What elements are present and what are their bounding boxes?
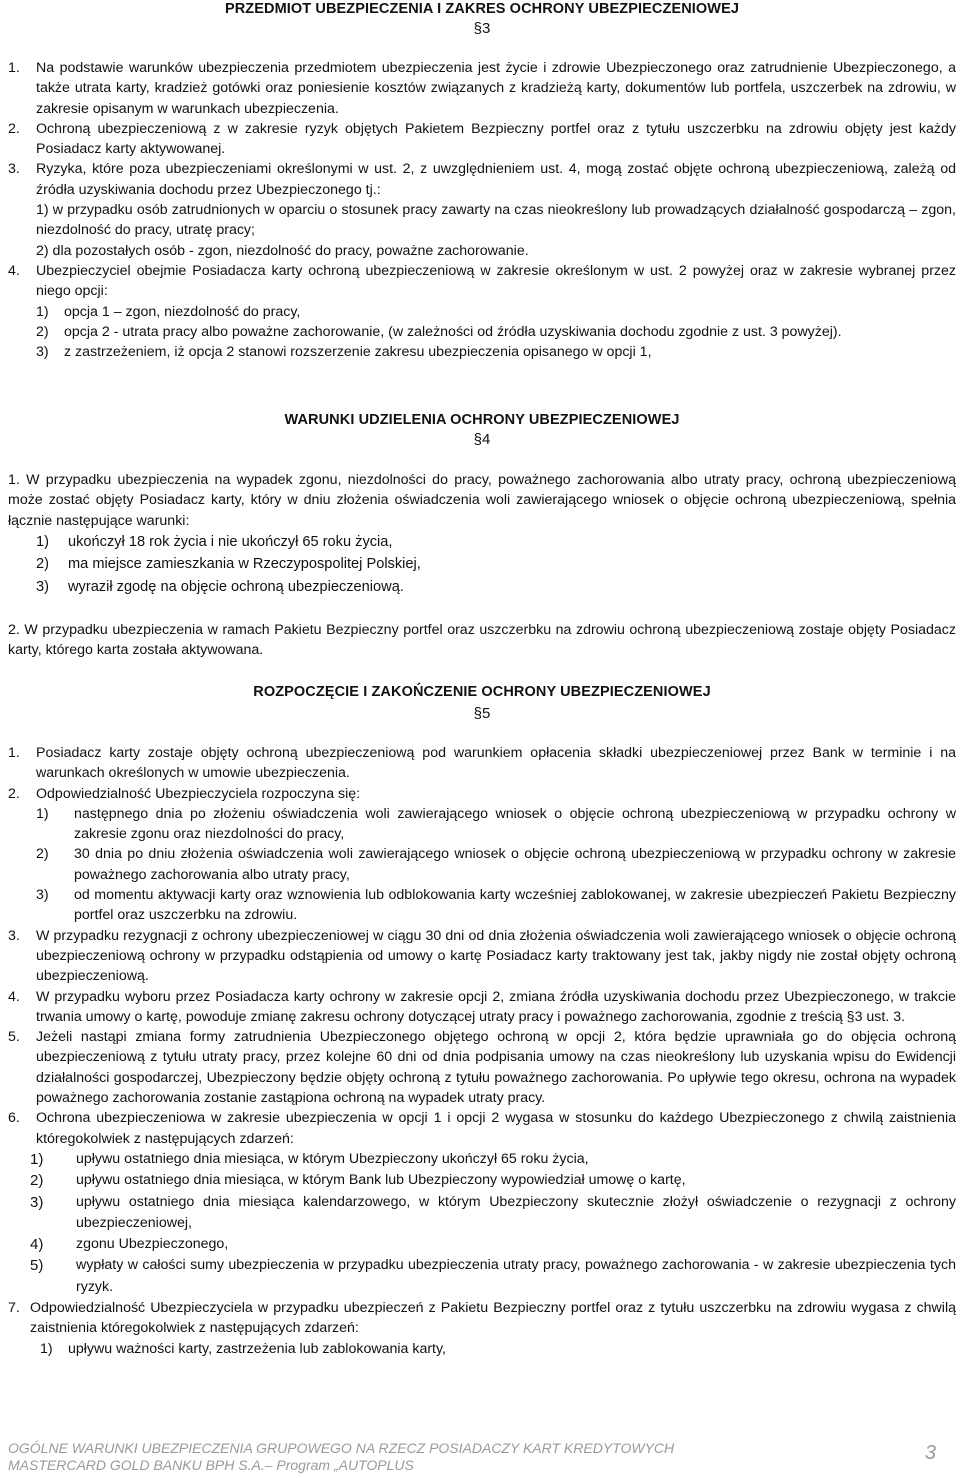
- s5-item-2-sub-1-num: 1): [36, 805, 49, 822]
- s4-condition-1-text: ukończył 18 rok życia i nie ukończył 65 roku życia,: [68, 533, 393, 550]
- s5-item-6: [8, 1108, 956, 1149]
- s3-item-3: [8, 159, 956, 200]
- s5-item-6-sub-3-text: upływu ostatniego dnia miesiąca kalendarzowego, w którym Ubezpieczony skutecznie złożył oświadczenie o rezygnacji z ochrony ubezpieczeniowej,: [76, 1193, 956, 1231]
- s3-option-3-num: 3): [36, 344, 49, 361]
- s5-item-2-sub-2-text: 30 dnia po dniu złożenia oświadczenia woli zawierającego wniosek o objęcie ochroną ubezpieczeniową w przypadku ochrony w zakresie poważnego zachorowania albo utraty pracy,: [74, 846, 956, 883]
- section-5-title: ROZPOCZĘCIE I ZAKOŃCZENIE OCHRONY UBEZPIECZENIOWEJ: [253, 684, 711, 700]
- s4-condition-2-text: ma miejsce zamieszkania w Rzeczypospolitej Polskiej,: [68, 556, 421, 573]
- section-4-body: [8, 470, 956, 599]
- s3-option-2-text: opcja 2 - utrata pracy albo poważne zachorowanie, (w zależności od źródła uzyskiwania dochodu zgodnie z ust. 3 powyżej).: [64, 323, 842, 340]
- s3-item-3-sub-1: [8, 200, 956, 241]
- s5-item-7-num: 7.: [8, 1300, 20, 1317]
- s4-condition-3-text: wyraził zgodę na objęcie ochroną ubezpieczeniową.: [68, 579, 404, 596]
- s5-item-4: [8, 987, 956, 1028]
- s5-item-6-sub-5-num: 5): [30, 1257, 44, 1275]
- s3-item-3-sub-1-text: 1) w przypadku osób zatrudnionych w oparciu o stosunek pracy zawarty na czas nieokreślony lub prowadzących działalność gospodarczą – zgon, niezdolność do pracy, utratę pracy;: [36, 202, 956, 239]
- s5-item-2-sub-1-text: następnego dnia po złożeniu oświadczenia woli zawierającego wniosek o objęcie ochroną ubezpieczeniową w przypadku ochrony w zakresie zgonu oraz niezdolności do pracy,: [74, 805, 956, 843]
- s5-item-7: [8, 1298, 956, 1339]
- s5-item-4-text: W przypadku wyboru przez Posiadacza karty ochrony w zakresie opcji 2, zmiana źródła uzyskiwania dochodu przez Ubezpieczonego, w trakcie trwania umowy o kartę, powoduje zmianę zakresu ochrony dotyczącej utraty pracy i poważnego zachorowania, zgodnie z treścią §3 ust. 3.: [36, 988, 956, 1025]
- s5-item-4-num: 4.: [8, 988, 20, 1005]
- s5-item-7-sub-1-num: 1): [40, 1340, 53, 1357]
- s3-item-3-sub-2-text: 2) dla pozostałych osób - zgon, niezdolność do pracy, poważne zachorowanie.: [36, 242, 529, 259]
- s5-item-6-text: Ochrona ubezpieczeniowa w zakresie ubezpieczenia w opcji 1 i opcji 2 wygasa w stosunku do każdego Ubezpieczonego z chwilą zaistnienia któregokolwiek z następujących zdarzeń:: [36, 1110, 956, 1147]
- s3-item-3-num: 3.: [8, 161, 20, 178]
- footer-line-2: MASTERCARD GOLD BANKU BPH S.A.– Program „AUTOPLUS: [8, 1457, 414, 1473]
- s3-item-4: [8, 261, 956, 302]
- s3-option-2-num: 2): [36, 323, 49, 340]
- s3-option-1: [8, 302, 956, 322]
- s5-item-1-text: Posiadacz karty zostaje objęty ochroną ubezpieczeniową pod warunkiem opłacenia składki ubezpieczeniowej przez Bank w terminie i na warunkach określonych w umowie ubezpieczenia.: [36, 745, 956, 782]
- s5-item-5-text: Jeżeli nastąpi zmiana formy zatrudnienia Ubezpieczonego objętego ochroną w opcji 2, która będzie uprawniała go do objęcia ochroną ubezpieczeniową z tytułu utraty pracy, przez kolejne 60 dni od dnia podpisania umowy na czas nieokreślony lub uzyskania wpisu do Ewidencji działalności gospodarczej, Ubezpieczony będzie objęty ochroną z tytułu poważnego zachorowania. Po upływie tego okresu, ochrona na wypadek poważnego zachorowania zostanie zastąpiona ochroną na wypadek utraty pracy.: [36, 1029, 956, 1107]
- s3-item-1-text: Na podstawie warunków ubezpieczenia przedmiotem ubezpieczenia jest życie i zdrowie Ubezpieczonego oraz zatrudnienie Ubezpieczonego, a także utrata karty, kradzież gotówki oraz poniesienie kosztów związanych z kradzieżą karty, dokumentów lub portfela, uszczerbek na zdrowiu, w zakresie opisanym w warunkach ubezpieczenia.: [36, 60, 956, 117]
- s5-item-2-sub-3-num: 3): [36, 887, 49, 904]
- s5-item-6-sub-1: [8, 1149, 956, 1170]
- section-3-title: PRZEDMIOT UBEZPIECZENIA I ZAKRES OCHRONY UBEZPIECZENIOWEJ: [224, 1, 740, 17]
- s5-item-6-num: 6.: [8, 1110, 20, 1127]
- footer-line-1: OGÓLNE WARUNKI UBEZPIECZENIA GRUPOWEGO NA RZECZ POSIADACZY KART KREDYTOWYCH: [8, 1440, 675, 1456]
- section-3-mark: §3: [473, 20, 491, 37]
- s5-item-2-sub-3: [8, 885, 956, 926]
- s5-item-1: [8, 743, 956, 784]
- s5-item-6-sub-2-num: 2): [30, 1172, 44, 1190]
- s3-item-2-num: 2.: [8, 120, 20, 137]
- s5-item-2: [8, 784, 956, 804]
- s5-item-6-sub-1-text: upływu ostatniego dnia miesiąca, w którym Ubezpieczony ukończył 65 roku życia,: [76, 1150, 589, 1167]
- s5-item-6-sub-2-text: upływu ostatniego dnia miesiąca, w którym Bank lub Ubezpieczony wypowiedział umowę o kartę,: [76, 1172, 686, 1189]
- s5-item-2-sub-1: [8, 804, 956, 845]
- s5-item-2-num: 2.: [8, 785, 20, 802]
- s5-item-6-sub-5-text: wypłaty w całości sumy ubezpieczenia w przypadku ubezpieczenia utraty pracy, poważnego zachorowania - w zakresie ubezpieczenia tych ryzyk.: [76, 1257, 956, 1295]
- s5-item-2-text: Odpowiedzialność Ubezpieczyciela rozpoczyna się:: [36, 785, 361, 802]
- s5-item-7-sub-1-text: upływu ważności karty, zastrzeżenia lub zablokowania karty,: [68, 1340, 446, 1357]
- s5-item-2-sub-3-text: od momentu aktywacji karty oraz wznowienia lub odblokowania karty wcześniej zablokowanej, w zakresie ubezpieczeń Pakietu Bezpieczny portfel oraz uszczerbku na zdrowiu.: [74, 887, 956, 924]
- s5-item-6-sub-4-num: 4): [30, 1236, 44, 1254]
- s5-item-6-sub-5: [8, 1255, 956, 1298]
- s4-paragraph-1: 1. W przypadku ubezpieczenia na wypadek zgonu, niezdolności do pracy, poważnego zachorowania albo utraty pracy, ochroną ubezpieczeniową może zostać objęty Posiadacz karty, który w dniu złożenia oświadczenia woli zawierającego wniosek o objęcie ochroną ubezpieczeniową, spełnia łącznie następujące warunki:: [8, 472, 956, 529]
- s3-item-4-num: 4.: [8, 262, 20, 279]
- section-4-title: WARUNKI UDZIELENIA OCHRONY UBEZPIECZENIOWEJ: [284, 412, 680, 428]
- s4-condition-3-num: 3): [36, 579, 49, 596]
- s4-condition-2: [8, 553, 956, 576]
- s4-paragraph-2: 2. W przypadku ubezpieczenia w ramach Pakietu Bezpieczny portfel oraz uszczerbku na zdrowiu ochroną ubezpieczeniową zostaje objęty Posiadacz karty, którego karta została aktywowana.: [8, 622, 956, 659]
- s4-condition-1-num: 1): [36, 533, 49, 550]
- s4-condition-1: [8, 531, 956, 554]
- s5-item-3-num: 3.: [8, 927, 20, 944]
- s4-condition-3: [8, 576, 956, 599]
- s3-option-1-text: opcja 1 – zgon, niezdolność do pracy,: [64, 303, 301, 320]
- s5-item-5: [8, 1027, 956, 1108]
- page-number: 3: [924, 1442, 936, 1464]
- page-footer: [8, 1440, 952, 1474]
- s3-option-2: [8, 322, 956, 342]
- s5-item-6-sub-2: [8, 1170, 956, 1191]
- s5-item-2-sub-2: [8, 844, 956, 885]
- s5-item-1-num: 1.: [8, 745, 20, 761]
- s5-item-3: [8, 926, 956, 987]
- s3-item-3-sub-2: [8, 241, 956, 261]
- section-5-mark: §5: [473, 705, 491, 722]
- s3-item-2: [8, 119, 956, 160]
- s5-item-5-num: 5.: [8, 1029, 20, 1046]
- s5-item-7-sub-1: [8, 1339, 956, 1359]
- s5-item-6-sub-4: [8, 1234, 956, 1255]
- s3-item-1: [8, 58, 956, 119]
- s5-item-6-sub-4-text: zgonu Ubezpieczonego,: [76, 1236, 229, 1253]
- s3-option-1-num: 1): [36, 303, 49, 320]
- s5-item-2-sub-2-num: 2): [36, 846, 49, 863]
- s3-item-4-text: Ubezpieczyciel obejmie Posiadacza karty ochroną ubezpieczeniową w zakresie określonym w ust. 2 powyżej oraz w zakresie wybranej przez niego opcji:: [36, 262, 956, 300]
- s3-option-3: [8, 342, 956, 362]
- s5-item-6-sub-3-num: 3): [30, 1193, 44, 1211]
- section-4-mark: §4: [473, 431, 491, 448]
- s5-item-6-sub-3: [8, 1192, 956, 1235]
- s4-condition-2-num: 2): [36, 556, 49, 573]
- s5-item-6-sub-1-num: 1): [30, 1150, 44, 1168]
- s5-item-3-text: W przypadku rezygnacji z ochrony ubezpieczeniowej w ciągu 30 dni od dnia złożenia oświadczenia woli zawierającego wniosek o objęcie ochroną ubezpieczeniową ochrony w przypadku odstąpienia od umowy o kartę Posiadacz karty traktowany jest tak, jakby nigdy nie został objęty ochroną ubezpieczeniową.: [36, 927, 956, 985]
- s3-option-3-text: z zastrzeżeniem, iż opcja 2 stanowi rozszerzenie zakresu ubezpieczenia opisanego w opcji 1,: [64, 344, 652, 361]
- s3-item-3-text: Ryzyka, które poza ubezpieczeniami określonymi w ust. 2, z uwzględnieniem ust. 4, mogą zostać objęte ochroną ubezpieczeniową, zależą od źródła uzyskiwania dochodu przez Ubezpieczonego tj.:: [36, 161, 956, 198]
- section-5-body: [8, 743, 956, 1359]
- s5-item-7-text: Odpowiedzialność Ubezpieczyciela w przypadku ubezpieczeń z Pakietu Bezpieczny portfel oraz z tytułu uszczerbku na zdrowiu wygasa z chwilą zaistnienia któregokolwiek z następujących zdarzeń:: [30, 1300, 956, 1337]
- s3-item-2-text: Ochroną ubezpieczeniową z w zakresie ryzyk objętych Pakietem Bezpieczny portfel oraz z tytułu uszczerbku na zdrowiu objęty jest każdy Posiadacz karty aktywowanej.: [36, 120, 956, 158]
- section-3-body: [8, 58, 956, 362]
- s3-item-1-num: 1.: [8, 60, 20, 76]
